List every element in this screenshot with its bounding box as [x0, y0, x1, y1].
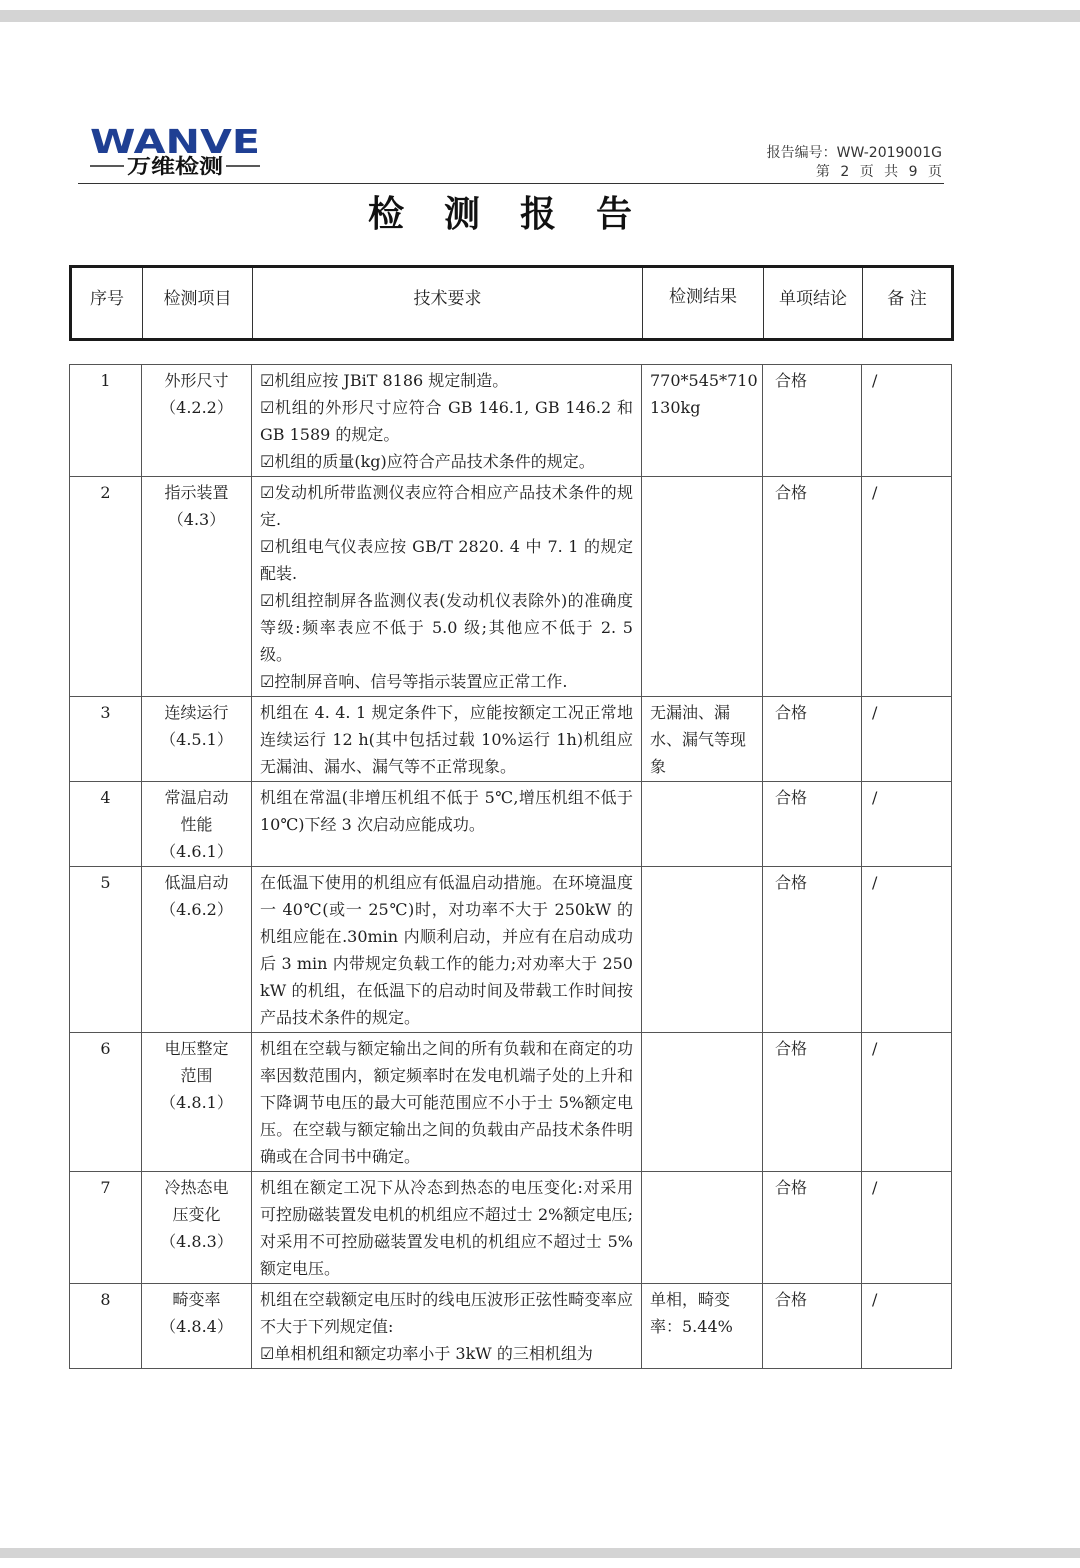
- technical-requirements: [252, 1172, 642, 1284]
- technical-requirements: [252, 365, 642, 477]
- test-result: [642, 365, 763, 477]
- top-edge: [0, 10, 1080, 22]
- test-result: [642, 477, 763, 697]
- logo-subtext: 万维检测: [127, 154, 223, 178]
- cell-line: ☑机组应按 JBiT 8186 规定制造。: [260, 371, 509, 390]
- row-note: /: [862, 477, 952, 697]
- cell-line: ☑机组控制屏各监测仪表(发动机仪表除外)的准确度等级:频率表应不低于 5.0 级;其他应不低于 2. 5 级。: [260, 591, 633, 664]
- inspection-table: [69, 364, 952, 1369]
- cell-line: 电压整定: [164, 1039, 229, 1058]
- cell-line: ☑发动机所带监测仪表应符合相应产品技术条件的规定.: [260, 483, 633, 529]
- cell-line: 常温启动: [164, 788, 229, 807]
- technical-requirements: [252, 782, 642, 867]
- item-conclusion: 合格: [763, 1033, 862, 1172]
- cell-line: 770*545*710: [650, 371, 758, 390]
- inspection-item: [142, 697, 252, 782]
- row-note: /: [862, 1284, 952, 1369]
- row-number: 6: [70, 1033, 142, 1172]
- table-row: [70, 1284, 952, 1369]
- cell-line: 机组在空载与额定输出之间的所有负载和在商定的功率因数范围内，额定频率时在发电机端子处的上升和下降调节电压的最大可能范围应不小于士 5%额定电压。在空载与额定输出之间的负载由产品技术条件明确或在合同书中确定。: [260, 1039, 633, 1166]
- item-conclusion: 合格: [763, 867, 862, 1033]
- cell-line: ☑控制屏音响、信号等指示装置应正常工作.: [260, 672, 568, 691]
- row-note: /: [862, 1033, 952, 1172]
- table-row: [70, 477, 952, 697]
- item-conclusion: 合格: [763, 477, 862, 697]
- test-result: [642, 1172, 763, 1284]
- item-conclusion: 合格: [763, 782, 862, 867]
- inspection-item: [142, 1033, 252, 1172]
- row-number: 3: [70, 697, 142, 782]
- row-number: 2: [70, 477, 142, 697]
- cell-line: （4.8.1）: [160, 1093, 233, 1112]
- table-row: [70, 365, 952, 477]
- col-header-note: 备 注: [863, 267, 953, 340]
- bottom-edge: [0, 1548, 1080, 1558]
- technical-requirements: [252, 477, 642, 697]
- wanve-logo-icon: [88, 122, 268, 182]
- cell-line: （4.6.1）: [160, 842, 233, 861]
- row-note: /: [862, 1172, 952, 1284]
- cell-line: 机组在 4. 4. 1 规定条件下，应能按额定工况正常地连续运行 12 h(其中包括过载 10%运行 1h)机组应无漏油、漏水、漏气等不正常现象。: [260, 703, 633, 776]
- test-result: [642, 1284, 763, 1369]
- cell-line: （4.8.3）: [160, 1232, 233, 1251]
- cell-line: 畸变率: [172, 1290, 221, 1309]
- cell-line: ☑机组的外形尺寸应符合 GB 146.1, GB 146.2 和 GB 1589 的规定。: [260, 398, 633, 444]
- row-number: 7: [70, 1172, 142, 1284]
- page-title: 检测报告: [367, 194, 672, 235]
- cell-line: ☑机组电气仪表应按 GB/T 2820. 4 中 7. 1 的规定配装.: [260, 537, 633, 583]
- cell-line: 无漏油、漏水、漏气等现象: [650, 703, 747, 776]
- report-number: 报告编号：WW-2019001G: [766, 145, 942, 161]
- inspection-item: [142, 365, 252, 477]
- col-header-no: 序号: [90, 289, 124, 309]
- cell-line: ☑单相机组和额定功率小于 3kW 的三相机组为: [260, 1344, 593, 1363]
- row-number: 4: [70, 782, 142, 867]
- header-divider: [78, 183, 944, 184]
- test-result: [642, 1033, 763, 1172]
- cell-line: 机组在额定工况下从冷态到热态的电压变化:对采用可控励磁装置发电机的机组应不超过士 2%额定电压;对采用不可控励磁装置发电机的机组应不超过士 5%额定电压。: [260, 1178, 633, 1278]
- test-result: [642, 867, 763, 1033]
- inspection-item: [142, 1284, 252, 1369]
- cell-line: （4.2.2）: [160, 398, 233, 417]
- cell-line: 单相，畸变率：5.44%: [650, 1290, 733, 1336]
- cell-line: （4.6.2）: [160, 900, 233, 919]
- technical-requirements: [252, 867, 642, 1033]
- row-number: 5: [70, 867, 142, 1033]
- item-conclusion: 合格: [763, 1284, 862, 1369]
- cell-line: 冷热态电: [164, 1178, 229, 1197]
- technical-requirements: [252, 1284, 642, 1369]
- cell-line: （4.8.4）: [160, 1317, 233, 1336]
- inspection-item: [142, 867, 252, 1033]
- cell-line: 外形尺寸: [164, 371, 229, 390]
- table-row: [70, 782, 952, 867]
- cell-line: （4.3）: [167, 510, 226, 529]
- inspection-item: [142, 782, 252, 867]
- technical-requirements: [252, 1033, 642, 1172]
- item-conclusion: 合格: [763, 697, 862, 782]
- cell-line: 范围: [180, 1066, 213, 1085]
- row-note: /: [862, 867, 952, 1033]
- test-result: [642, 782, 763, 867]
- table-row: [70, 1033, 952, 1172]
- inspection-item: [142, 1172, 252, 1284]
- cell-line: 压变化: [172, 1205, 221, 1224]
- cell-line: 机组在空载额定电压时的线电压波形正弦性畸变率应不大于下列规定值:: [260, 1290, 633, 1336]
- col-header-result: 检测结果: [643, 267, 764, 340]
- cell-line: ☑机组的质量(kg)应符合产品技术条件的规定。: [260, 452, 595, 471]
- row-note: /: [862, 697, 952, 782]
- row-number: 8: [70, 1284, 142, 1369]
- table-row: [70, 697, 952, 782]
- cell-line: 低温启动: [164, 873, 229, 892]
- inspection-item: [142, 477, 252, 697]
- cell-line: 性能: [180, 815, 213, 834]
- column-header-table: [69, 265, 954, 341]
- cell-line: 连续运行: [164, 703, 229, 722]
- cell-line: （4.5.1）: [160, 730, 233, 749]
- page-indicator: 第 2 页 共 9 页: [815, 164, 942, 180]
- logo-wordmark: WANVE: [90, 122, 260, 161]
- col-header-requirements: 技术要求: [253, 267, 643, 340]
- cell-line: 机组在常温(非增压机组不低于 5℃,增压机组不低于 10℃)下经 3 次启动应能成功。: [260, 788, 633, 834]
- technical-requirements: [252, 697, 642, 782]
- cell-line: 130kg: [650, 398, 701, 417]
- table-row: [70, 867, 952, 1033]
- row-note: /: [862, 782, 952, 867]
- table-row: [70, 1172, 952, 1284]
- test-result: [642, 697, 763, 782]
- row-note: /: [862, 365, 952, 477]
- col-header-conclusion: 单项结论: [764, 267, 863, 340]
- row-number: 1: [70, 365, 142, 477]
- cell-line: 指示装置: [164, 483, 229, 502]
- col-header-item: 检测项目: [143, 267, 253, 340]
- item-conclusion: 合格: [763, 1172, 862, 1284]
- cell-line: 在低温下使用的机组应有低温启动措施。在环境温度一 40℃(或一 25℃)时，对功率不大于 250kW 的机组应能在.30min 内顺利启动，并应有在启动成功后 3 min 内带规定负载工作的能力;对劝率大于 250 kW 的机组，在低温下的启动时间及带载工作时间按产品技术条件的规定。: [260, 873, 633, 1027]
- company-logo: [88, 122, 268, 182]
- item-conclusion: 合格: [763, 365, 862, 477]
